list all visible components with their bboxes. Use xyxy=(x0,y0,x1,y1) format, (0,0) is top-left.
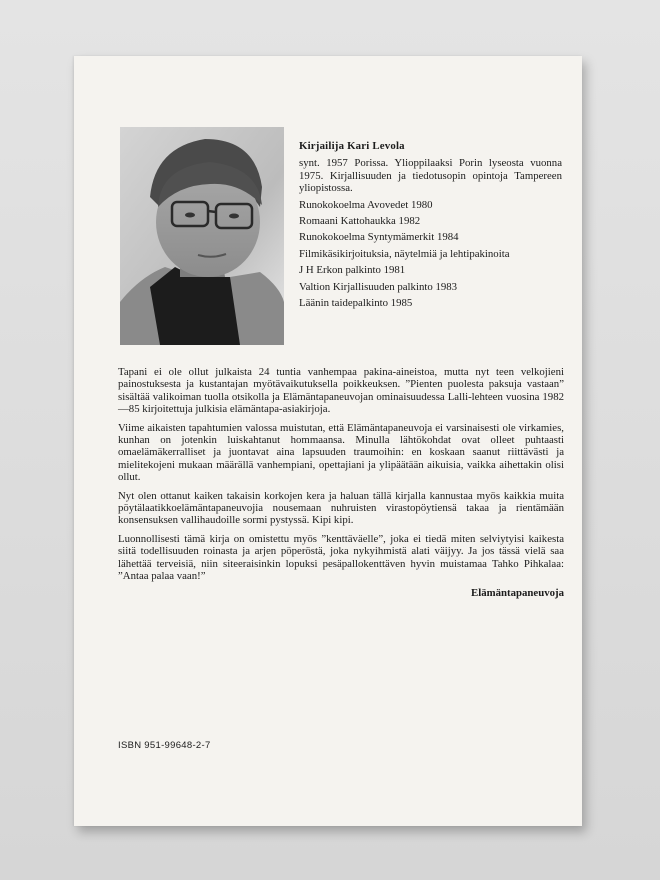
bio-item: Läänin taidepalkinto 1985 xyxy=(299,297,413,310)
bio-item: Valtion Kirjallisuuden palkinto 1983 xyxy=(299,280,458,293)
isbn-number: ISBN 951-99648-2-7 xyxy=(118,740,211,751)
author-name: Kirjailija Kari Levola xyxy=(299,140,405,152)
blurb-paragraph: Nyt olen ottanut kaiken takaisin korkojen kera ja haluan tällä kirjalla kannustaa myös kaikkia muita pöytälaatikkoelämäntapaneuvojia nousemaan nuhruisten virastopöytiensä takaa ja rientämään konsensuksen vallihaudoille sormi pystyssä. Kipi kipi. xyxy=(118,489,564,527)
author-portrait-image xyxy=(120,127,284,345)
bio-item: Filmikäsikirjoituksia, näytelmiä ja lehtipakinoita xyxy=(299,247,510,260)
author-bio xyxy=(299,140,562,313)
blurb-text xyxy=(118,366,564,599)
bio-item: Runokokoelma Avovedet 1980 xyxy=(299,198,433,211)
blurb-paragraph: Luonnollisesti tämä kirja on omistettu myös ”kenttäväelle”, joka ei tiedä miten selviytyisi kaikesta siitä todellisuuden roinasta ja arjen pöperöstä, joka nykyihmistä alati väijyy. Ja jos tässä vielä saa lähettää terveisiä, niin siteeraisinkin lopuksi pesäpallokenttäven hyvin muistamaa Tahko Pihkalaa: ”Antaa palaa vaan!” xyxy=(118,532,564,583)
bio-item: J H Erkon palkinto 1981 xyxy=(299,264,406,277)
signature: Elämäntapaneuvoja xyxy=(471,586,564,599)
author-photo xyxy=(120,127,284,345)
bio-item: Romaani Kattohaukka 1982 xyxy=(299,215,421,228)
author-birth-info: synt. 1957 Porissa. Ylioppilaaksi Porin lyseosta vuonna 1975. Kirjallisuuden ja tiedotusopin opintoja Tampereen yliopistossa. xyxy=(299,157,562,195)
book-back-cover xyxy=(74,56,582,826)
bio-item: Runokokoelma Syntymämerkit 1984 xyxy=(299,231,459,244)
blurb-paragraph: Viime aikaisten tapahtumien valossa muistutan, että Elämäntapaneuvoja ei varsinaisesti ole virkamies, kunhan on jotenkin luiskahtanut hommaansa. Minulla lähtökohdat ovat olleet puhtaasti omaelämäkerralliset ja juontavat aina lapsuuden traumoihin: en koskaan saanut riittävästi ja mielitekojeni mukaan määrällä vanhempiani, opettajiani ja ylipäätään aikuisia, vaikka aihettakin olisi ollut. xyxy=(118,421,564,484)
blurb-paragraph: Tapani ei ole ollut julkaista 24 tuntia vanhempaa pakina-aineistoa, mutta nyt teen velkojieni painostuksesta ja kustantajan myötävaikutuksella poikkeuksen. ”Pienten puolesta paksuja vastaan” sisältää valikoiman tuolla otsikolla ja Elämäntapaneuvojan ominaisuudessa Lalli-lehteen vuosina 1982—85 kirjoitettuja julkisia elämäntapa-asiakirjoja. xyxy=(118,366,564,416)
